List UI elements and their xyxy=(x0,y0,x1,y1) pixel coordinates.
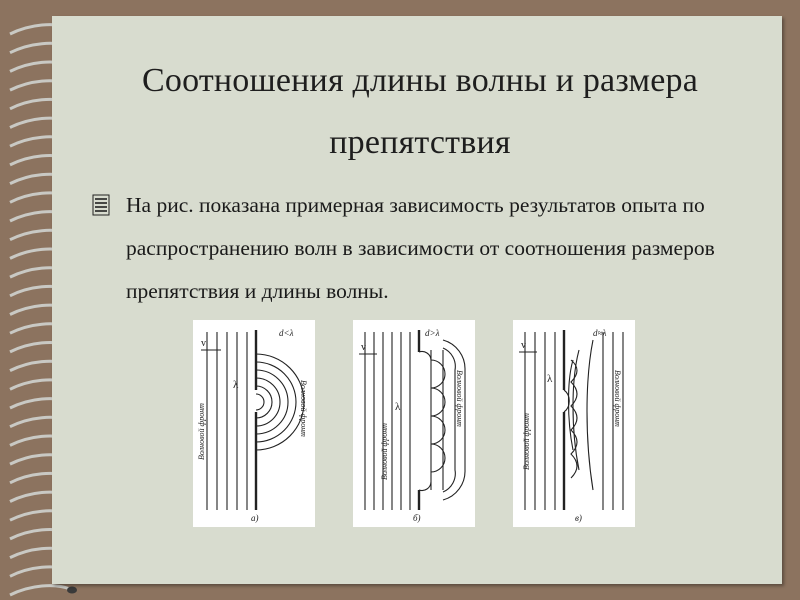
right-caption-b: Волновой фронт xyxy=(455,370,464,427)
svg-text:v: v xyxy=(201,338,206,349)
lambda-label-b: λ xyxy=(395,401,401,413)
bullet-text: На рис. показана примерная зависимость результатов опыта по распространению волн в зависимости от соотношения размеров препятствия и длины волны. xyxy=(126,193,715,303)
title-line-1: Соотношения длины волны и размера xyxy=(142,62,698,99)
left-caption-b: Волновой фронт xyxy=(380,423,389,480)
slide-title xyxy=(60,50,780,174)
svg-text:v: v xyxy=(521,340,526,351)
panel-label-c: в) xyxy=(575,513,582,523)
left-caption-a: Волновой фронт xyxy=(197,403,206,460)
lambda-label-a: λ xyxy=(233,379,239,391)
figure-c xyxy=(513,320,635,527)
figure-a xyxy=(193,320,315,527)
binding-hole xyxy=(67,587,77,594)
condition-label-c: d≈λ xyxy=(593,328,607,338)
figure-b xyxy=(353,320,475,527)
stacked-lines-bullet-icon xyxy=(92,194,110,216)
right-caption-a: Волновой фронт xyxy=(299,380,308,437)
left-caption-c: Волновой фронт xyxy=(522,413,531,470)
lambda-label-c: λ xyxy=(547,373,553,385)
panel-label-a: а) xyxy=(251,513,259,523)
condition-label-a: d<λ xyxy=(279,328,294,338)
svg-text:v: v xyxy=(361,342,366,353)
right-caption-c: Волновой фронт xyxy=(613,370,622,427)
bullet-item xyxy=(92,184,752,313)
panel-label-b: б) xyxy=(413,513,421,523)
title-line-2: препятствия xyxy=(329,124,511,161)
binding-ring xyxy=(10,586,70,595)
condition-label-b: d>λ xyxy=(425,328,440,338)
